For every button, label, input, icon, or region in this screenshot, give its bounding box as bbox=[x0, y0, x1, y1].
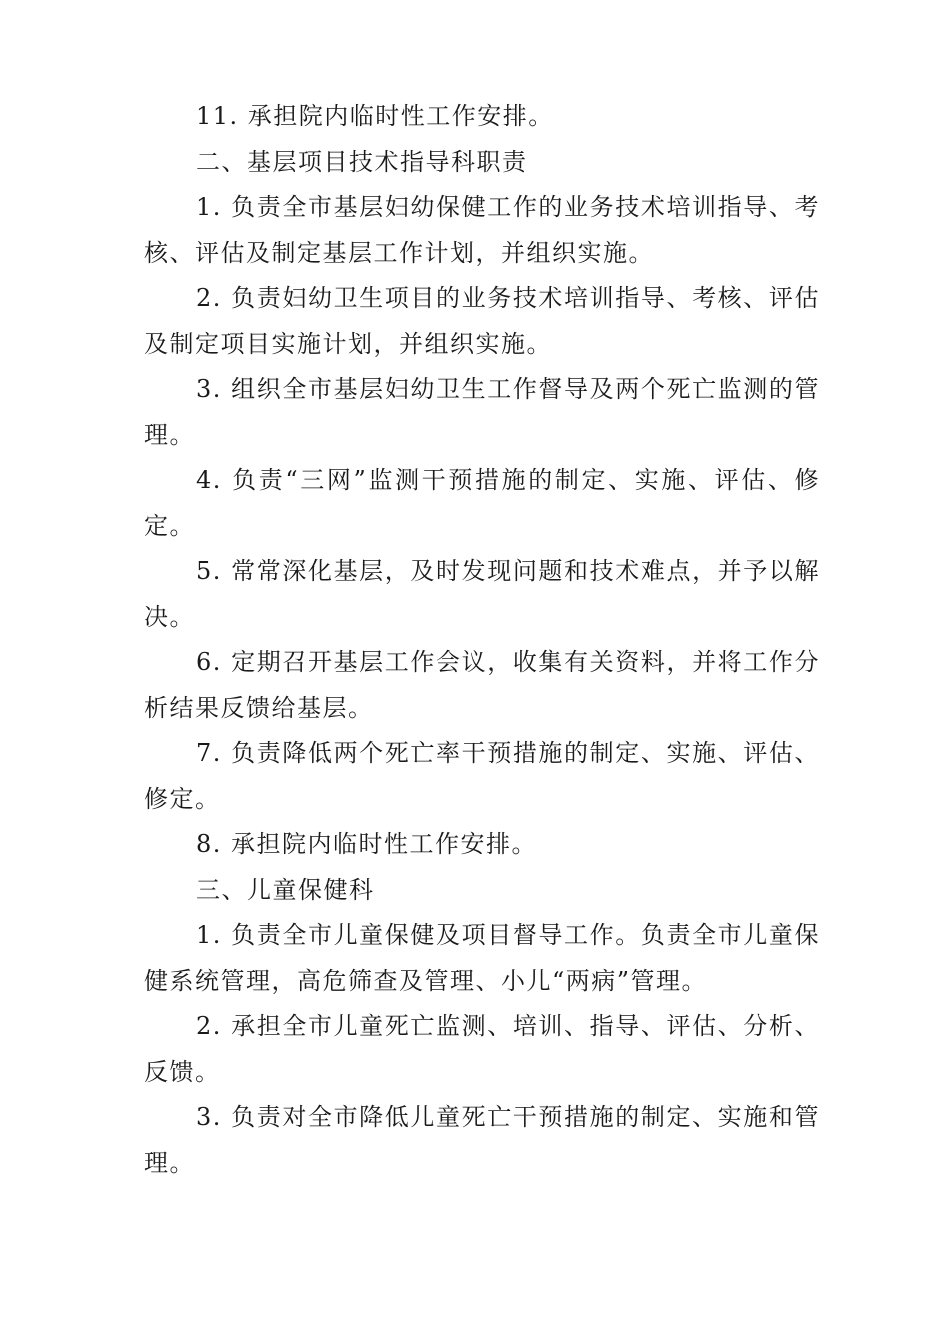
paragraph-item-3: 3. 负责对全市降低儿童死亡干预措施的制定、实施和管理。 bbox=[144, 1103, 820, 1177]
section-heading-3: 三、儿童保健科 bbox=[196, 875, 375, 904]
paragraph-item-5: 5. 常常深化基层，及时发现问题和技术难点，并予以解决。 bbox=[144, 557, 820, 631]
paragraph-item-1: 1. 负责全市儿童保健及项目督导工作。负责全市儿童保健系统管理，高危筛查及管理、小儿“两病”管理。 bbox=[144, 921, 820, 995]
section-heading-2: 二、基层项目技术指导科职责 bbox=[196, 147, 528, 176]
paragraph-item-4: 4. 负责“三网”监测干预措施的制定、实施、评估、修定。 bbox=[144, 466, 820, 540]
paragraph-item-8: 8. 承担院内临时性工作安排。 bbox=[196, 830, 538, 858]
paragraph-item-2: 2. 负责妇幼卫生项目的业务技术培训指导、考核、评估及制定项目实施计划，并组织实施。 bbox=[144, 284, 820, 358]
paragraph-item-11: 11. 承担院内临时性工作安排。 bbox=[196, 102, 554, 130]
paragraph-item-3: 3. 组织全市基层妇幼卫生工作督导及两个死亡监测的管理。 bbox=[144, 375, 820, 449]
document-body bbox=[144, 94, 820, 1186]
paragraph-item-2: 2. 承担全市儿童死亡监测、培训、指导、评估、分析、反馈。 bbox=[144, 1012, 820, 1086]
paragraph-item-7: 7. 负责降低两个死亡率干预措施的制定、实施、评估、修定。 bbox=[144, 739, 820, 813]
paragraph-item-6: 6. 定期召开基层工作会议，收集有关资料，并将工作分析结果反馈给基层。 bbox=[144, 648, 820, 722]
paragraph-item-1: 1. 负责全市基层妇幼保健工作的业务技术培训指导、考核、评估及制定基层工作计划，并组织实施。 bbox=[144, 193, 820, 267]
